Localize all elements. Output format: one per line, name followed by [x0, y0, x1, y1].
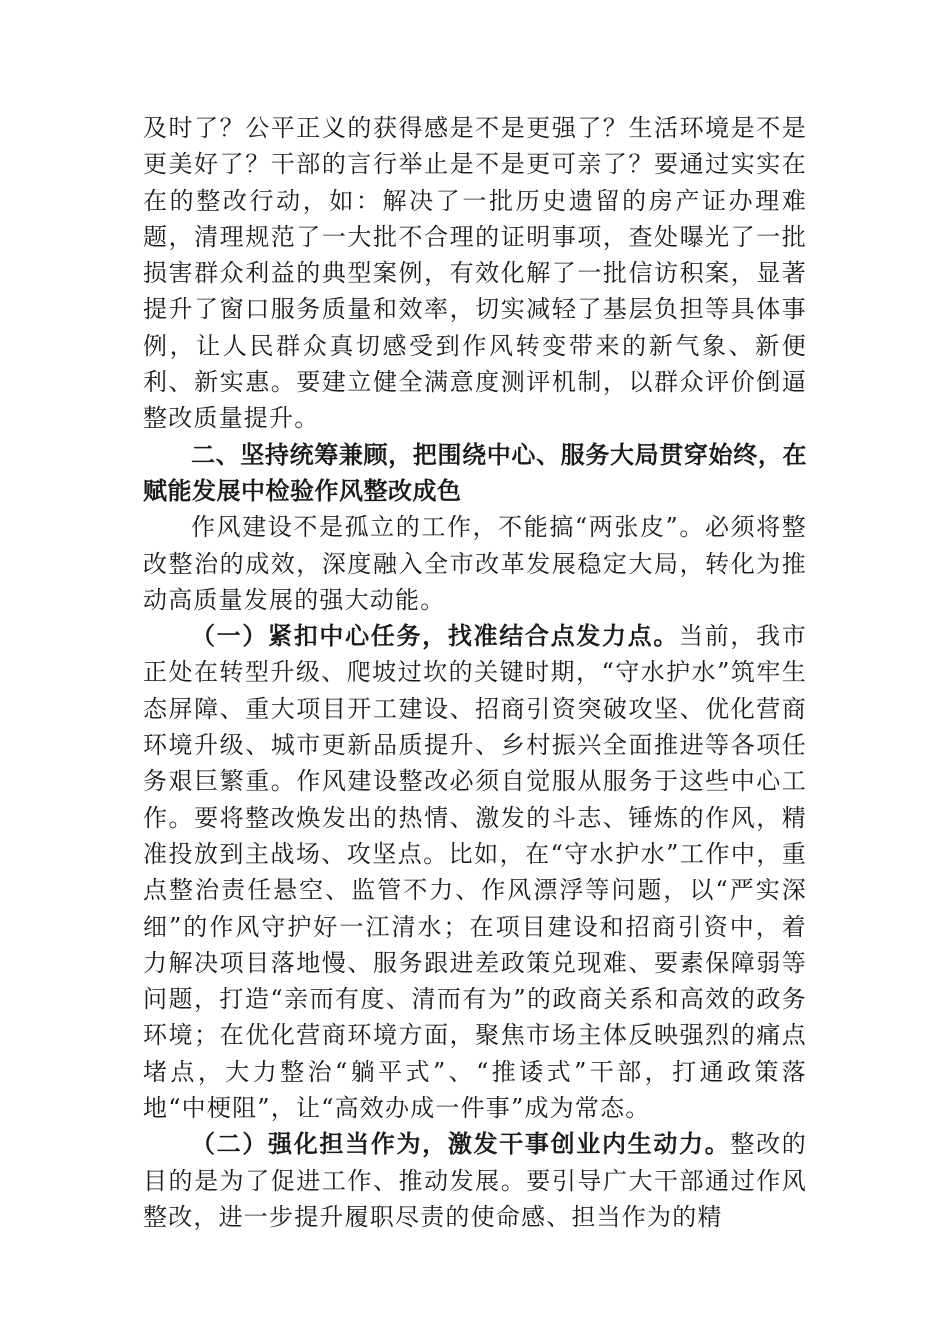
document-body — [143, 110, 807, 1235]
section-heading-2: 二、坚持统筹兼顾，把围绕中心、服务大局贯穿始终，在赋能发展中检验作风整改成色 — [143, 440, 807, 505]
subsection-2-paragraph — [143, 1126, 807, 1235]
subsection-2-body: 整改的目的是为了促进工作、推动发展。要引导广大干部通过作风整改，进一步提升履职尽责的使命感、担当作为的精 — [143, 1130, 807, 1231]
subsection-1-body: 当前，我市正处在转型升级、爬坡过坎的关键时期，“守水护水”筑牢生态屏障、重大项目开工建设、招商引资突破攻坚、优化营商环境升级、城市更新品质提升、乡村振兴全面推进等各项任务艰巨繁重。作风建设整改必须自觉服从服务于这些中心工作。要将整改焕发出的热情、激发的斗志、锤炼的作风，精准投放到主战场、攻坚点。比如，在“守水护水”工作中，重点整治责任悬空、监管不力、作风漂浮等问题，以“严实深细”的作风守护好一江清水；在项目建设和招商引资中，着力解决项目落地慢、服务跟进差政策兑现难、要素保障弱等问题，打造“亲而有度、清而有为”的政商关系和高效的政务环境；在优化营商环境方面，聚焦市场主体反映强烈的痛点堵点，大力整治“躺平式”、“推诿式”干部，打通政策落地“中梗阻”，让“高效办成一件事”成为常态。 — [143, 622, 807, 1123]
section-intro-paragraph: 作风建设不是孤立的工作，不能搞“两张皮”。必须将整改整治的成效，深度融入全市改革发展稳定大局，转化为推动高质量发展的强大动能。 — [143, 513, 807, 614]
paragraph-continuation: 及时了？公平正义的获得感是不是更强了？生活环境是不是更美好了？干部的言行举止是不是更可亲了？要通过实实在在的整改行动，如：解决了一批历史遗留的房产证办理难题，清理规范了一大批不合理的证明事项，查处曝光了一批损害群众利益的典型案例，有效化解了一批信访积案，显著提升了窗口服务质量和效率，切实减轻了基层负担等具体事例，让人民群众真切感受到作风转变带来的新气象、新便利、新实惠。要建立健全满意度测评机制，以群众评价倒逼整改质量提升。 — [143, 114, 807, 433]
subsection-1-paragraph — [143, 618, 807, 1126]
subsection-2-title: （二）强化担当作为，激发干事创业内生动力。 — [191, 1129, 731, 1159]
subsection-1-title: （一）紧扣中心任务，找准结合点发力点。 — [191, 621, 680, 651]
